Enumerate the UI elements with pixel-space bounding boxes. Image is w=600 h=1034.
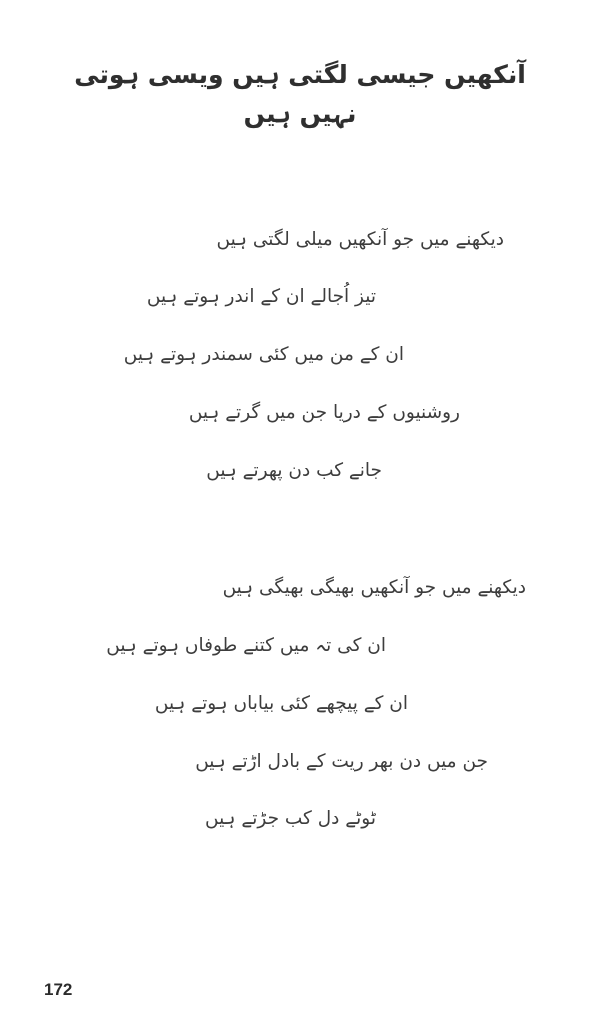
verse-line: تیز اُجالے ان کے اندر ہوتے ہیں: [146, 286, 376, 308]
poem-body: [0, 226, 600, 834]
stanza-2: [52, 574, 548, 833]
page-number: 172: [44, 980, 73, 999]
verse-line: ان کے پیچھے کئی بیاباں ہوتے ہیں: [154, 692, 408, 714]
verse-line: جانے کب دن پھرتے ہیں: [206, 459, 382, 481]
stanza-separator: [52, 540, 548, 574]
verse-line: دیکھنے میں جو آنکھیں میلی لگتی ہیں: [216, 228, 504, 250]
verse-line: ان کی تہ میں کتنے طوفاں ہوتے ہیں: [106, 635, 386, 656]
verse-line: ان کے من میں کئی سمندر ہوتے ہیں: [123, 344, 404, 365]
verse-line: ٹوٹے دل کب جڑتے ہیں: [204, 808, 376, 830]
verse-line: جن میں دن بھر ریت کے بادل اڑتے ہیں: [195, 750, 488, 772]
page-title: آنکھیں جیسی لگتی ہیں ویسی ہوتی نہیں ہیں: [74, 60, 526, 128]
stanza-1: [52, 226, 548, 485]
verse-line: روشنیوں کے دریا جن میں گرتے ہیں: [188, 401, 460, 423]
verse-line: دیکھنے میں جو آنکھیں بھیگی بھیگی ہیں: [222, 577, 526, 599]
